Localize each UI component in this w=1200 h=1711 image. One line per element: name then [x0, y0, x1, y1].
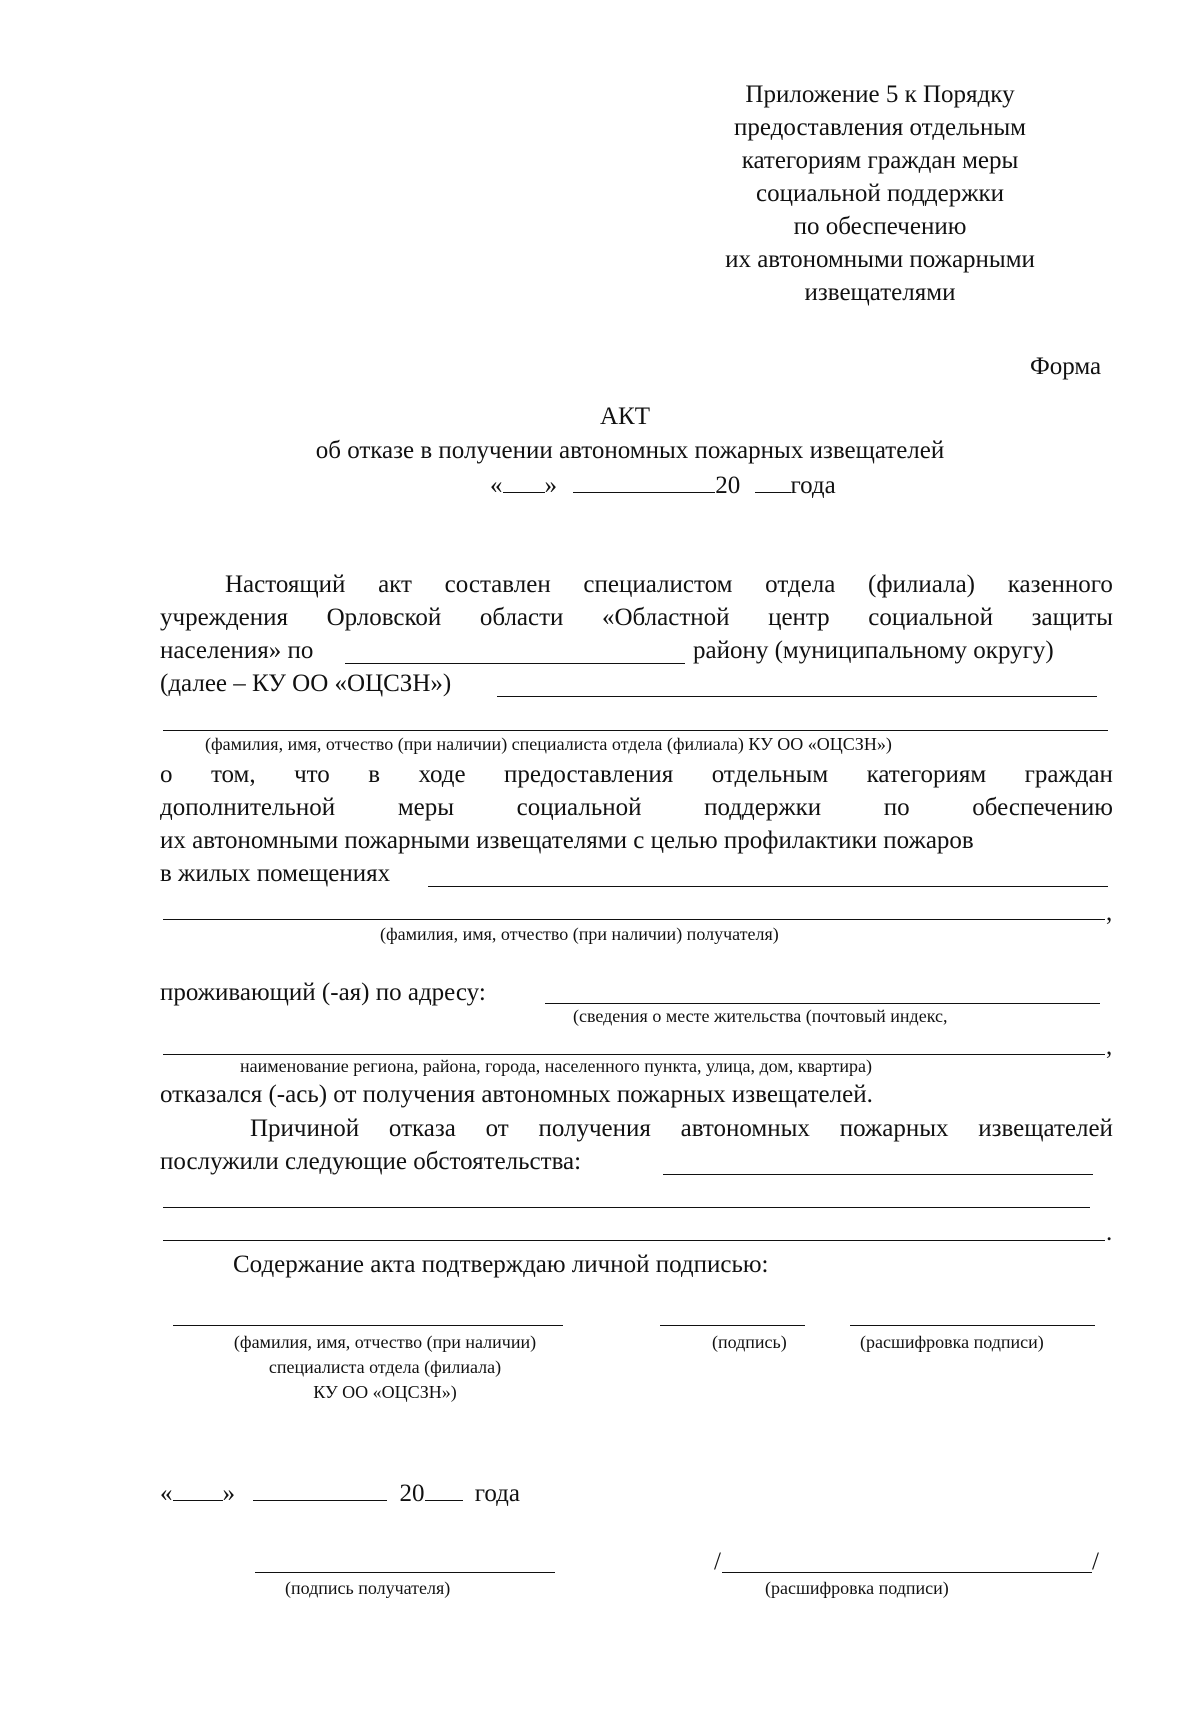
specialist-caption-3: КУ ОО «ОЦСЗН») [313, 1382, 457, 1402]
word: граждан [1024, 761, 1113, 788]
document-subtitle: об отказе в получении автономных пожарных извещателей [315, 437, 945, 464]
open-quote: « [490, 472, 503, 499]
word: пожарных [839, 1115, 949, 1142]
caption-specialist: (фамилия, имя, отчество (при наличии) специалиста отдела (филиала) КУ ОО «ОЦСЗН») [205, 734, 892, 754]
century: 20 [399, 1480, 425, 1507]
p2-line2 [160, 793, 1113, 823]
specialist-caption-2: специалиста отдела (филиала) [268, 1357, 502, 1377]
word: дополнительной [160, 794, 336, 821]
word: составлен [444, 571, 551, 598]
day-blank[interactable] [173, 1478, 223, 1501]
reason-blank-1[interactable] [663, 1174, 1093, 1175]
refused-text: отказался (-ась) от получения автономных пожарных извещателей. [160, 1081, 873, 1108]
year-blank[interactable] [755, 470, 791, 493]
p1-line3-start: населения» по [160, 637, 314, 664]
p2-line4: в жилых помещениях [160, 860, 391, 887]
appendix-line: извещателями [804, 279, 956, 306]
word: в [368, 761, 380, 788]
word: акт [378, 571, 412, 598]
p1-line1 [225, 570, 1113, 600]
word: социальной [516, 794, 642, 821]
slash-right: / [1092, 1548, 1099, 1575]
word: учреждения [160, 604, 289, 631]
word: «Областной [602, 604, 730, 631]
specialist-caption-1: (фамилия, имя, отчество (при наличии) [233, 1332, 537, 1352]
year-word: года [474, 1480, 520, 1507]
appendix-line: социальной поддержки [755, 180, 1005, 207]
title-date-line [490, 470, 836, 501]
month-blank[interactable] [573, 470, 715, 493]
recipient-name-blank-2[interactable] [163, 919, 1105, 920]
p2-line3: их автономными пожарными извещателями с целью профилактики пожаров [160, 827, 974, 854]
word: от [485, 1115, 509, 1142]
district-blank[interactable] [345, 663, 685, 664]
appendix-line: категориям граждан меры [741, 147, 1019, 174]
word: казенного [1007, 571, 1113, 598]
reason-line2: послужили следующие обстоятельства: [160, 1148, 582, 1175]
word: получения [538, 1115, 651, 1142]
appendix-line: их автономными пожарными [725, 246, 1035, 273]
close-quote: » [222, 1480, 235, 1507]
word: отказа [388, 1115, 456, 1142]
recipient-name-blank[interactable] [428, 886, 1108, 887]
word: области [479, 604, 564, 631]
address-comma: , [1106, 1033, 1113, 1060]
reason-blank-2[interactable] [163, 1207, 1090, 1208]
signature-caption: (подпись) [712, 1332, 787, 1352]
specialist-name-blank-2[interactable] [163, 730, 1108, 731]
p1-line3-end: району (муниципальному округу) [693, 637, 1054, 664]
word: Орловской [326, 604, 442, 631]
word: извещателей [978, 1115, 1113, 1142]
word: автономных [680, 1115, 810, 1142]
caption-recipient: (фамилия, имя, отчество (при наличии) получателя) [380, 924, 779, 944]
appendix-line: предоставления отдельным [734, 114, 1026, 141]
century: 20 [715, 472, 741, 499]
word: поддержки [704, 794, 822, 821]
word: предоставления [504, 761, 674, 788]
word: Причиной [250, 1115, 360, 1142]
document-title: АКТ [600, 403, 650, 430]
word: защиты [1031, 604, 1113, 631]
word: что [294, 761, 330, 788]
word: категориям [866, 761, 987, 788]
word: Настоящий [225, 571, 346, 598]
reason-blank-3[interactable] [163, 1240, 1105, 1241]
open-quote: « [160, 1480, 173, 1507]
recipient-signature-line[interactable] [255, 1572, 555, 1573]
reason-line1 [250, 1114, 1113, 1144]
word: социальной [868, 604, 994, 631]
address-label: проживающий (-ая) по адресу: [160, 979, 486, 1006]
word: отдельным [711, 761, 829, 788]
recipient-decoding-caption: (расшифровка подписи) [765, 1578, 949, 1598]
specialist-signature-line[interactable] [660, 1325, 805, 1326]
caption-address-2: наименование региона, района, города, населенного пункта, улица, дом, квартира) [240, 1056, 872, 1076]
recipient-signature-caption: (подпись получателя) [285, 1578, 451, 1598]
appendix-line: по обеспечению [793, 213, 967, 240]
recipient-comma: , [1106, 899, 1113, 926]
specialist-fio-line[interactable] [173, 1325, 563, 1326]
year-word: года [790, 472, 836, 499]
appendix-line: Приложение 5 к Порядку [745, 81, 1015, 108]
bottom-date-line [160, 1478, 520, 1509]
p2-line1 [160, 760, 1113, 790]
word: центр [768, 604, 830, 631]
word: специалистом [583, 571, 733, 598]
confirm-text: Содержание акта подтверждаю личной подписью: [233, 1251, 769, 1278]
p1-line4: (далее – КУ ОО «ОЦСЗН») [160, 670, 452, 697]
p1-line2 [160, 603, 1113, 633]
year-blank[interactable] [425, 1478, 463, 1501]
word: меры [397, 794, 455, 821]
recipient-decoding-line[interactable] [722, 1572, 1092, 1573]
caption-address-1: (сведения о месте жительства (почтовый индекс, [573, 1006, 948, 1026]
word: том, [210, 761, 256, 788]
specialist-name-blank[interactable] [497, 696, 1097, 697]
word: о [160, 761, 173, 788]
word: ходе [418, 761, 466, 788]
reason-period: . [1106, 1219, 1113, 1246]
decoding-caption: (расшифровка подписи) [860, 1332, 1044, 1352]
specialist-decoding-line[interactable] [850, 1325, 1095, 1326]
address-blank[interactable] [545, 1003, 1100, 1004]
slash-left: / [714, 1548, 721, 1575]
month-blank[interactable] [253, 1478, 387, 1501]
word: обеспечению [972, 794, 1113, 821]
form-label: Форма [1030, 353, 1102, 380]
word: отдела [765, 571, 836, 598]
close-quote: » [544, 472, 557, 499]
day-blank[interactable] [503, 470, 545, 493]
word: (филиала) [868, 571, 975, 598]
word: по [883, 794, 910, 821]
